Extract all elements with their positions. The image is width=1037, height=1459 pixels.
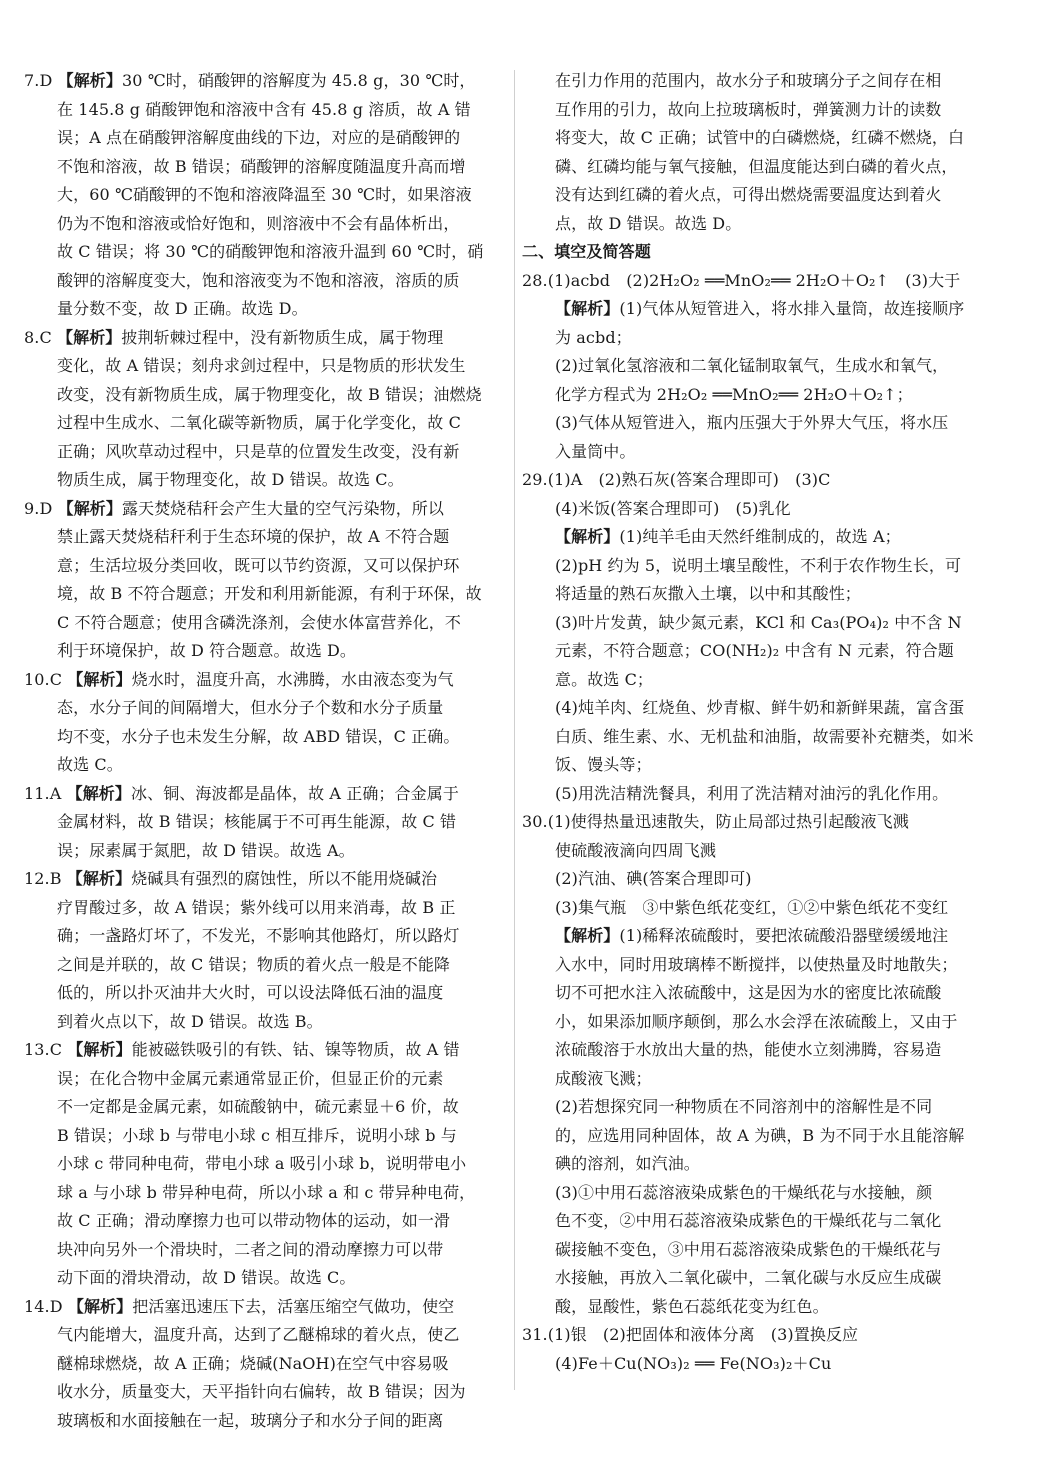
- answer-item: [24, 1036, 510, 1293]
- text-line: 变化，故 A 错误；刻舟求剑过程中，只是物质的形状发生: [57, 356, 466, 375]
- text-line: 【解析】(1)纯羊毛由天然纤维制成的，故选 A；: [555, 527, 901, 546]
- text-line: 白质、维生素、水、无机盐和油脂，故需要补充糖类，如米: [555, 726, 974, 746]
- text-line: (2)pH 约为 5，说明土壤呈酸性，不利于农作物生长，可: [555, 555, 962, 575]
- text-line: 球 a 与小球 b 带异种电荷，所以小球 a 和 c 带异种电荷，: [57, 1182, 476, 1202]
- text-line: 意。故选 C；: [555, 669, 654, 689]
- text-line: 为 acbd；: [555, 327, 632, 347]
- text-line: 29.(1)A (2)熟石灰(答案合理即可) (3)C: [522, 470, 831, 489]
- text-line: 块冲向另外一个滑块时，二者之间的滑动摩擦力可以带: [57, 1239, 444, 1259]
- text-line: (3)叶片发黄，缺少氮元素，KCl 和 Ca₃(PO₄)₂ 中不含 N: [555, 612, 962, 632]
- text-line: 色不变，②中用石蕊溶液染成紫色的干燥纸花与二氧化: [555, 1211, 942, 1230]
- text-line: 点，故 D 错误。故选 D。: [555, 213, 742, 233]
- text-line: 13.C 【解析】能被磁铁吸引的有铁、钴、镍等物质，故 A 错: [24, 1040, 460, 1059]
- text-line: C 不符合题意；使用含磷洗涤剂，会使水体富营养化，不: [57, 612, 461, 632]
- analysis-label: 【解析】: [67, 1040, 132, 1059]
- analysis-label: 【解析】: [57, 71, 122, 90]
- text-line: 浓硫酸溶于水放出大量的热，能使水立刻沸腾，容易造: [555, 1040, 942, 1059]
- answer-item: [522, 808, 1012, 1321]
- text-line: 到着火点以下，故 D 错误。故选 B。: [57, 1011, 323, 1031]
- text-line: 误；在化合物中金属元素通常显正价，但显正价的元素: [57, 1068, 444, 1088]
- text-line: 10.C 【解析】烧水时，温度升高，水沸腾，水由液态变为气: [24, 669, 454, 689]
- answer-item: [24, 495, 510, 666]
- text-line: 互作用的引力，故向上拉玻璃板时，弹簧测力计的读数: [555, 99, 942, 119]
- text-line: 改变，没有新物质生成，属于物理变化，故 B 错误；油燃烧: [57, 384, 482, 404]
- text-line: 酸钾的溶解度变大，饱和溶液变为不饱和溶液，溶质的质: [57, 270, 460, 290]
- text-line: (4)炖羊肉、红烧鱼、炒青椒、鲜牛奶和新鲜果蔬，富含蛋: [555, 698, 965, 717]
- text-line: 物质生成，属于物理变化，故 D 错误。故选 C。: [57, 470, 404, 489]
- text-line: 7.D 【解析】30 ℃时，硝酸钾的溶解度为 45.8 g，30 ℃时，: [24, 71, 476, 90]
- answer-item: [522, 1321, 1012, 1378]
- analysis-label: 【解析】: [66, 869, 132, 888]
- text-line: (2)过氧化氢溶液和二氧化锰制取氧气，生成水和氧气，: [555, 356, 949, 375]
- analysis-label: 【解析】: [555, 527, 620, 546]
- text-line: 故 C 错误；将 30 ℃的硝酸钾饱和溶液升温到 60 ℃时，硝: [57, 242, 484, 261]
- text-line: 境，故 B 不符合题意；开发和利用新能源，有利于环保，故: [57, 584, 482, 603]
- text-line: 切不可把水注入浓硫酸中，这是因为水的密度比浓硫酸: [555, 983, 942, 1002]
- text-line: 过程中生成水、二氧化碳等新物质，属于化学变化，故 C: [57, 413, 461, 432]
- text-line: 低的，所以扑灭油井大火时，可以设法降低石油的温度: [57, 983, 444, 1002]
- text-line: 酸，显酸性，紫色石蕊纸花变为红色。: [555, 1296, 829, 1316]
- text-line: 动下面的滑块滑动，故 D 错误。故选 C。: [57, 1268, 356, 1287]
- text-line: 饭、馒头等；: [555, 755, 652, 774]
- text-line: (3)①中用石蕊溶液染成紫色的干燥纸花与水接触，颜: [555, 1182, 933, 1202]
- text-line: 12.B 【解析】烧碱具有强烈的腐蚀性，所以不能用烧碱治: [24, 869, 438, 888]
- answer-item: [24, 666, 510, 780]
- text-line: B 错误；小球 b 与带电小球 c 相互排斥，说明小球 b 与: [57, 1125, 457, 1145]
- text-line: 在引力作用的范围内，故水分子和玻璃分子之间存在相: [555, 71, 942, 90]
- text-line: 小，如果添加顺序颠倒，那么水会浮在浓硫酸上，又由于: [555, 1011, 958, 1031]
- text-line: 均不变，水分子也未发生分解，故 ABD 错误，C 正确。: [57, 726, 460, 746]
- text-line: 仍为不饱和溶液或恰好饱和，则溶液中不会有晶体析出，: [57, 213, 460, 233]
- text-line: 意；生活垃圾分类回收，既可以节约资源，又可以保护环: [57, 555, 460, 575]
- text-line: 没有达到红磷的着火点，可得出燃烧需要温度达到着火: [555, 185, 942, 204]
- text-line: 水接触，再放入二氧化碳中，二氧化碳与水反应生成碳: [555, 1268, 942, 1287]
- text-line: 28.(1)acbd (2)2H₂O₂ ══MnO₂══ 2H₂O＋O₂↑ (3)大于: [522, 270, 961, 290]
- text-line: 小球 c 带同种电荷，带电小球 a 吸引小球 b，说明带电小: [57, 1154, 467, 1173]
- text-line: 利于环境保护，故 D 符合题意。故选 D。: [57, 641, 357, 660]
- text-line: (5)用洗洁精洗餐具，利用了洗洁精对油污的乳化作用。: [555, 783, 949, 803]
- text-line: 态，水分子间的间隔增大，但水分子个数和水分子质量: [57, 698, 444, 717]
- text-line: 14.D 【解析】把活塞迅速压下去，活塞压缩空气做功，使空: [24, 1296, 455, 1316]
- answer-item: [522, 267, 1012, 467]
- text-line: 碳接触不变色，③中用石蕊溶液染成紫色的干燥纸花与: [555, 1239, 942, 1259]
- text-line: (4)米饭(答案合理即可) (5)乳化: [555, 498, 791, 518]
- analysis-label: 【解析】: [57, 498, 122, 518]
- right-column: [522, 67, 1012, 1378]
- text-line: 磷、红磷均能与氧气接触，但温度能达到白磷的着火点，: [555, 156, 958, 176]
- text-line: (3)气体从短管进入，瓶内压强大于外界大气压，将水压: [555, 413, 949, 432]
- left-column: [24, 67, 510, 1435]
- analysis-label: 【解析】: [67, 1296, 133, 1316]
- text-line: 误；A 点在硝酸钾溶解度曲线的下边，对应的是硝酸钾的: [57, 128, 461, 147]
- text-line: 将适量的熟石灰撒入土壤，以中和其酸性；: [555, 584, 861, 603]
- text-line: (4)Fe＋Cu(NO₃)₂ ══ Fe(NO₃)₂＋Cu: [555, 1353, 832, 1373]
- text-line: 入水中，同时用玻璃棒不断搅拌，以使热量及时地散失；: [555, 954, 958, 974]
- text-line: 化学方程式为 2H₂O₂ ══MnO₂══ 2H₂O＋O₂↑；: [555, 384, 913, 404]
- text-line: 之间是并联的，故 C 错误；物质的着火点一般是不能降: [57, 954, 451, 974]
- text-line: 将变大，故 C 正确；试管中的白磷燃烧，红磷不燃烧，白: [555, 128, 965, 147]
- text-line: 金属材料，故 B 错误；核能属于不可再生能源，故 C 错: [57, 812, 457, 831]
- text-line: 误；尿素属于氮肥，故 D 错误。故选 A。: [57, 840, 355, 860]
- text-line: 故选 C。: [57, 755, 123, 774]
- answer-item: [24, 324, 510, 495]
- answer-item: [24, 780, 510, 866]
- column-divider: [514, 70, 515, 1390]
- answer-item: [24, 67, 510, 324]
- text-line: 使硫酸液滴向四周飞溅: [555, 840, 717, 860]
- text-line: 11.A 【解析】冰、铜、海波都是晶体，故 A 正确；合金属于: [24, 783, 459, 803]
- analysis-label: 【解析】: [555, 926, 620, 945]
- answer-item: [522, 466, 1012, 808]
- analysis-label: 【解析】: [555, 299, 620, 318]
- text-line: 不一定都是金属元素，如硫酸钠中，硫元素显＋6 价，故: [57, 1097, 459, 1116]
- text-line: 元素，不符合题意；CO(NH₂)₂ 中含有 N 元素，符合题: [555, 641, 954, 660]
- text-line: 9.D 【解析】露天焚烧秸秆会产生大量的空气污染物，所以: [24, 498, 445, 518]
- answer-item: [24, 1293, 510, 1436]
- analysis-label: 【解析】: [57, 327, 122, 347]
- text-line: 30.(1)使得热量迅速散失，防止局部过热引起酸液飞溅: [522, 812, 909, 831]
- text-line: 【解析】(1)稀释浓硫酸时，要把浓硫酸沿器壁缓缓地注: [555, 926, 949, 945]
- text-line: 醚棉球燃烧，故 A 正确；烧碱(NaOH)在空气中容易吸: [57, 1353, 449, 1373]
- text-line: (3)集气瓶 ③中紫色纸花变红，①②中紫色纸花不变红: [555, 897, 949, 917]
- text-line: 量分数不变，故 D 正确。故选 D。: [57, 299, 308, 318]
- answer-item: [24, 865, 510, 1036]
- text-line: 确；一盏路灯坏了，不发光，不影响其他路灯，所以路灯: [57, 926, 460, 945]
- analysis-label: 【解析】: [66, 783, 131, 803]
- text-line: (2)汽油、碘(答案合理即可): [555, 869, 752, 888]
- text-line: 碘的溶剂，如汽油。: [555, 1154, 700, 1173]
- text-line: 的，应选用同种固体，故 A 为碘，B 为不同于水且能溶解: [555, 1125, 965, 1145]
- text-line: 【解析】(1)气体从短管进入，将水排入量筒，故连接顺序: [555, 299, 965, 318]
- text-line: 不饱和溶液，故 B 错误；硝酸钾的溶解度随温度升高而增: [57, 156, 466, 176]
- answer-item: [522, 67, 1012, 238]
- text-line: (2)若想探究同一种物质在不同溶剂中的溶解性是不同: [555, 1097, 933, 1116]
- text-line: 8.C 【解析】披荆斩棘过程中，没有新物质生成，属于物理: [24, 327, 444, 347]
- text-line: 故 C 正确；滑动摩擦力也可以带动物体的运动，如一滑: [57, 1211, 451, 1230]
- section-title: 二、填空及简答题: [522, 242, 651, 261]
- text-line: 疗胃酸过多，故 A 错误；紫外线可以用来消毒，故 B 正: [57, 897, 456, 917]
- text-line: 玻璃板和水面接触在一起，玻璃分子和水分子间的距离: [57, 1410, 444, 1430]
- text-line: 成酸液飞溅；: [555, 1068, 652, 1088]
- text-line: 在 145.8 g 硝酸钾饱和溶液中含有 45.8 g 溶质，故 A 错: [57, 99, 471, 119]
- text-line: 正确；风吹草动过程中，只是草的位置发生改变，没有新: [57, 441, 460, 461]
- analysis-label: 【解析】: [67, 669, 132, 689]
- text-line: 大，60 ℃硝酸钾的不饱和溶液降温至 30 ℃时，如果溶液: [57, 185, 472, 204]
- text-line: 禁止露天焚烧秸秆利于生态环境的保护，故 A 不符合题: [57, 527, 450, 546]
- text-line: 入量筒中。: [555, 441, 636, 461]
- text-line: 31.(1)银 (2)把固体和液体分离 (3)置换反应: [522, 1325, 859, 1344]
- text-line: 收水分，质量变大，天平指针向右偏转，故 B 错误；因为: [57, 1382, 466, 1401]
- text-line: 气内能增大，温度升高，达到了乙醚棉球的着火点，使乙: [57, 1325, 460, 1344]
